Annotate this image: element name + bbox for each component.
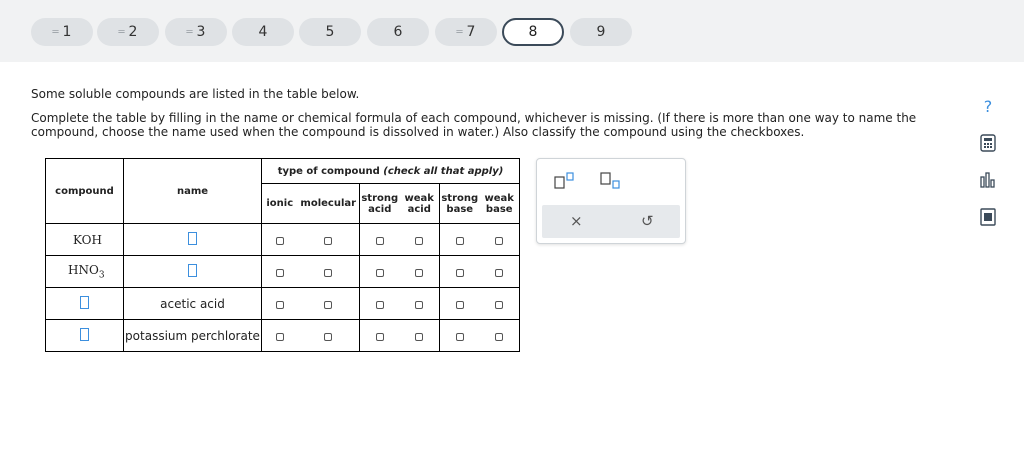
strong-acid-cell (360, 256, 400, 288)
molecular-cell (298, 320, 360, 352)
name-cell (124, 224, 262, 256)
formula-cell (46, 320, 124, 352)
step-label: 4 (258, 24, 268, 40)
table-row (46, 288, 520, 320)
subscript-button[interactable] (599, 171, 625, 195)
superscript-icon (553, 171, 579, 191)
intro-text: Some soluble compounds are listed in the table below. (31, 87, 360, 101)
formula-subscript: 3 (98, 270, 105, 281)
step-1-button[interactable] (31, 18, 93, 46)
strong-base-cell (440, 224, 480, 256)
weak-acid-checkbox[interactable] (415, 237, 423, 245)
table-row (46, 224, 520, 256)
step-label: 7 (466, 24, 476, 40)
name-input[interactable] (188, 264, 197, 277)
weak-acid-checkbox[interactable] (415, 269, 423, 277)
weak-acid-checkbox[interactable] (415, 301, 423, 309)
strong-base-checkbox[interactable] (456, 269, 464, 277)
strong-acid-checkbox[interactable] (376, 237, 384, 245)
molecular-header: molecular (298, 184, 360, 224)
weak-acid-cell (400, 288, 440, 320)
completed-lines-icon: ═ (186, 26, 193, 38)
header-line: weak (484, 192, 514, 204)
bar-chart-icon (979, 171, 997, 189)
strong-acid-header (360, 184, 400, 224)
data-chart-button[interactable] (978, 170, 998, 190)
step-label: 8 (528, 24, 538, 40)
step-label: 1 (62, 24, 72, 40)
molecular-cell (298, 288, 360, 320)
weak-base-cell (480, 224, 520, 256)
question-icon: ? (983, 96, 993, 116)
molecular-cell (298, 224, 360, 256)
name-input[interactable] (188, 232, 197, 245)
header-line: base (446, 203, 474, 215)
weak-acid-checkbox[interactable] (415, 333, 423, 341)
strong-base-cell (440, 256, 480, 288)
strong-base-header (440, 184, 480, 224)
ionic-checkbox[interactable] (276, 333, 284, 341)
compound-name: acetic acid (124, 288, 262, 320)
header-line: acid (368, 203, 392, 215)
periodic-table-icon (980, 208, 996, 226)
step-label: 5 (325, 24, 335, 40)
ionic-cell (262, 288, 298, 320)
ionic-cell (262, 320, 298, 352)
table-row (46, 320, 520, 352)
name-cell (124, 256, 262, 288)
progress-bar (0, 0, 1024, 62)
instructions-text: Complete the table by filling in the name or chemical formula of each compound, whichever is missing. (If there is more than one way to name the compound, choose the name used when the compound is dissolved in water.) Also classify the compound using the checkboxes. (31, 111, 917, 139)
superscript-button[interactable] (553, 171, 579, 195)
compound-table (45, 158, 520, 352)
step-4-button[interactable] (232, 18, 294, 46)
strong-acid-checkbox[interactable] (376, 301, 384, 309)
step-label: 3 (196, 24, 206, 40)
strong-base-checkbox[interactable] (456, 301, 464, 309)
strong-base-checkbox[interactable] (456, 333, 464, 341)
weak-base-cell (480, 288, 520, 320)
compound-header: compound (46, 159, 124, 224)
weak-acid-cell (400, 224, 440, 256)
weak-base-header (480, 184, 520, 224)
name-header: name (124, 159, 262, 224)
weak-base-cell (480, 320, 520, 352)
strong-acid-cell (360, 288, 400, 320)
strong-base-cell (440, 288, 480, 320)
molecular-checkbox[interactable] (324, 333, 332, 341)
compound-formula (46, 256, 124, 288)
undo-icon[interactable]: ↺ (641, 212, 654, 230)
molecular-checkbox[interactable] (324, 301, 332, 309)
ionic-header: ionic (262, 184, 298, 224)
weak-acid-cell (400, 320, 440, 352)
strong-acid-cell (360, 320, 400, 352)
compound-formula: KOH (46, 224, 124, 256)
formula-input[interactable] (80, 328, 89, 341)
step-9-button[interactable] (570, 18, 632, 46)
molecular-cell (298, 256, 360, 288)
weak-acid-cell (400, 256, 440, 288)
strong-base-cell (440, 320, 480, 352)
header-line: acid (407, 203, 431, 215)
step-2-button[interactable] (97, 18, 159, 46)
step-3-button[interactable] (165, 18, 227, 46)
ionic-cell (262, 224, 298, 256)
math-palette (536, 158, 686, 244)
type-of-compound-header (262, 159, 520, 184)
header-line: base (485, 203, 513, 215)
weak-base-checkbox[interactable] (495, 237, 503, 245)
completed-lines-icon: ═ (118, 26, 125, 38)
strong-acid-checkbox[interactable] (376, 269, 384, 277)
weak-acid-header (400, 184, 440, 224)
help-button[interactable] (978, 96, 998, 116)
type-header-note: (check all that apply) (383, 165, 504, 177)
ionic-cell (262, 256, 298, 288)
step-label: 6 (393, 24, 403, 40)
strong-acid-cell (360, 224, 400, 256)
step-7-button[interactable] (435, 18, 497, 46)
header-line: strong (441, 192, 479, 204)
ionic-checkbox[interactable] (276, 269, 284, 277)
periodic-table-button[interactable] (978, 207, 998, 227)
formula-cell (46, 288, 124, 320)
header-line: weak (404, 192, 434, 204)
completed-lines-icon: ═ (456, 26, 463, 38)
molecular-checkbox[interactable] (324, 237, 332, 245)
step-8-button[interactable] (502, 18, 564, 46)
calculator-icon (980, 134, 996, 152)
weak-base-checkbox[interactable] (495, 301, 503, 309)
strong-acid-checkbox[interactable] (376, 333, 384, 341)
molecular-checkbox[interactable] (324, 269, 332, 277)
weak-base-checkbox[interactable] (495, 269, 503, 277)
clear-icon[interactable]: × (570, 212, 583, 230)
formula-main: HNO (68, 262, 99, 277)
compound-name: potassium perchlorate (124, 320, 262, 352)
weak-base-cell (480, 256, 520, 288)
palette-action-bar (542, 205, 680, 238)
table-row (46, 256, 520, 288)
step-6-button[interactable] (367, 18, 429, 46)
strong-base-checkbox[interactable] (456, 237, 464, 245)
step-label: 2 (128, 24, 138, 40)
type-header-text: type of compound (277, 165, 380, 177)
step-5-button[interactable] (299, 18, 361, 46)
header-line: strong (361, 192, 399, 204)
ionic-checkbox[interactable] (276, 237, 284, 245)
step-label: 9 (596, 24, 606, 40)
completed-lines-icon: ═ (52, 26, 59, 38)
formula-input[interactable] (80, 296, 89, 309)
ionic-checkbox[interactable] (276, 301, 284, 309)
weak-base-checkbox[interactable] (495, 333, 503, 341)
subscript-icon (599, 171, 625, 191)
calculator-button[interactable] (978, 133, 998, 153)
